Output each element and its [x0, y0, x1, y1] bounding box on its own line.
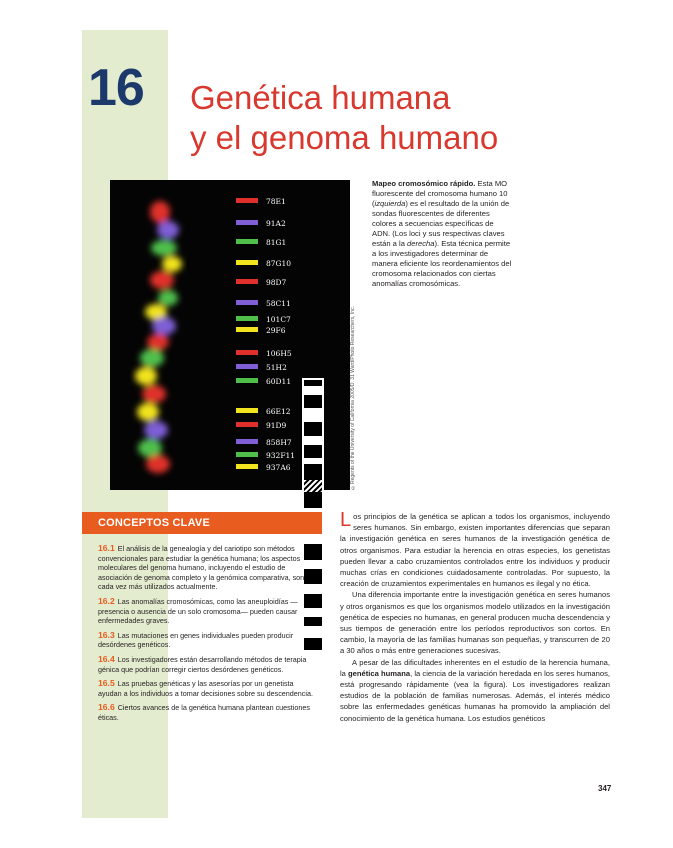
paragraph-3-text-b: , la ciencia de la variación heredada en los seres humanos, está progresando rápidamente (vea la figura). Los investigadores realizan estudios de la población de familias numerosas. Además, el interés médico sobre las enfermedades genéticas humanas ha promovido la ampliación del conocimiento de la genética humana. Los estudios genéticos [340, 668, 610, 723]
locus-label: 858H7 [266, 438, 292, 447]
figure-credit: ©Regents of the University of California 2005/D. 31 Ward/Photo Researchers, Inc. [350, 306, 356, 490]
locus-label: 91A2 [266, 219, 286, 228]
locus-color-swatch [236, 260, 258, 265]
locus-label: 937A6 [266, 463, 291, 472]
locus-label: 101C7 [266, 315, 291, 324]
caption-title: Mapeo cromosómico rápido. [372, 179, 476, 188]
key-concept-item [98, 679, 316, 698]
locus-color-swatch [236, 364, 258, 369]
key-concept-item [98, 597, 316, 626]
key-concept-text: Las mutaciones en genes individuales pueden producir desórdenes genéticos. [98, 630, 294, 650]
paragraph-3-text-a: A pesar de las dificultades inherentes en el estudio de la herencia humana, la [340, 657, 610, 678]
caption-emphasis-right: derecha [407, 239, 435, 248]
page-number: 347 [598, 784, 612, 793]
key-concept-text: Las anomalías cromosómicas, como las aneuploidías —presencia o ausencia de un solo cromosoma— pueden causar enfermedades graves. [98, 596, 298, 626]
locus-color-swatch [236, 279, 258, 284]
caption-text-1: Esta MO fluorescente del cromosoma humano 10 ( [372, 179, 508, 208]
key-concept-number: 16.4 [98, 653, 115, 664]
key-concepts-list [82, 534, 322, 723]
drop-cap: L [340, 509, 352, 531]
locus-label: 87G10 [266, 259, 292, 268]
key-concept-number: 16.6 [98, 702, 115, 713]
chapter-title-line-2: y el genoma humano [190, 119, 499, 156]
locus-color-swatch [236, 316, 258, 321]
loci-legend [220, 180, 300, 480]
key-concept-text: El análisis de la genealogía y del cariotipo son métodos convencionales para estudiar la genética humana; los aspectos moleculares del genoma humano, incluyendo el estudio de asociación de genoma completo y la genómica comparativa, son cada vez más utilizados actualmente. [98, 544, 305, 592]
locus-color-swatch [236, 408, 258, 413]
locus-label: 29F6 [266, 326, 286, 335]
ideogram-band [304, 436, 322, 445]
caption-text-2: ) es el resultado de la unión de sondas fluorescentes de diferentes colores a secuencias específicas de ADN. (Los loci y sus respectivas claves están a la [372, 199, 510, 248]
key-concepts-heading: CONCEPTOS CLAVE [82, 512, 322, 534]
chromosome-image [118, 190, 198, 480]
key-concept-item [98, 655, 316, 674]
body-paragraph-3 [340, 657, 610, 724]
key-concept-item [98, 544, 316, 592]
locus-label: 91D9 [266, 421, 287, 430]
locus-label: 932F11 [266, 451, 296, 460]
key-concept-item [98, 631, 316, 650]
chapter-title-line-1: Genética humana [190, 79, 451, 116]
locus-color-swatch [236, 452, 258, 457]
locus-label: 58C11 [266, 299, 291, 308]
locus-label: 98D7 [266, 278, 287, 287]
caption-emphasis-left: izquierda [374, 199, 406, 208]
locus-label: 60D11 [266, 377, 292, 386]
locus-color-swatch [236, 198, 258, 203]
figure-caption [372, 179, 512, 289]
locus-label: 78E1 [266, 197, 286, 206]
locus-color-swatch [236, 422, 258, 427]
ideogram-centromere [304, 480, 322, 492]
body-paragraph-1 [340, 511, 610, 589]
locus-color-swatch [236, 239, 258, 244]
locus-color-swatch [236, 439, 258, 444]
key-concept-text: Las pruebas genéticas y las asesorías por un genetista ayudan a los individuos a tomar decisiones sobre su descendencia. [98, 679, 313, 698]
locus-label: 51H2 [266, 363, 287, 372]
caption-text-3: ). Esta técnica permite a los investigadores determinar de manera eficiente los reordenamientos del cromosoma relacionados con ciertas anomalías cromosómicas. [372, 239, 512, 288]
key-concept-text: Ciertos avances de la genética humana plantean cuestiones éticas. [98, 703, 310, 722]
key-concept-number: 16.1 [98, 543, 115, 553]
key-term: genética humana [348, 668, 411, 678]
locus-color-swatch [236, 300, 258, 305]
body-text [340, 511, 610, 724]
key-concept-number: 16.2 [98, 595, 115, 606]
locus-label: 106H5 [266, 349, 292, 358]
key-concept-text: Los investigadores están desarrollando métodos de terapia génica que podrían corregir ciertos desórdenes genéticos. [98, 654, 307, 674]
ideogram-band [304, 386, 322, 395]
key-concepts-box [82, 512, 322, 728]
chapter-number: 16 [88, 59, 144, 117]
locus-color-swatch [236, 378, 258, 383]
body-paragraph-2: Una diferencia importante entre la investigación genética en seres humanos y otros organismos es que los organismos modelo utilizados en la investigación genética de especies no humanas, en general producen mucha descendencia y sus tiempos de generación entre los períodos reproductivos son cortos. En cambio, la mayoría de las familias humanas son pequeñas, y transcurren de 20 a 30 años o más entre generaciones sucesivas. [340, 590, 610, 656]
chromosome-figure [110, 180, 350, 490]
ideogram-band [304, 458, 322, 464]
locus-color-swatch [236, 220, 258, 225]
locus-label: 66E12 [266, 407, 291, 416]
paragraph-1-text: os principios de la genética se aplican a todos los organismos, incluyendo seres humanos. Sin embargo, existen importantes diferencias que separan la investigación genética en seres humanos de la investigación genética de otros organismos. Para estudiar la herencia en otras especies, los genetistas pueden llevar a cabo cruzamientos controlados entre los individuos y producir muchas crías en condiciones cuidadosamente controladas. Por supuesto, la creación de cruzamientos experimentales en humanos es ilegal y no ética. [340, 512, 610, 589]
locus-color-swatch [236, 327, 258, 332]
ideogram-band [304, 408, 322, 422]
chapter-title [190, 78, 498, 158]
locus-color-swatch [236, 464, 258, 469]
key-concept-number: 16.5 [98, 678, 115, 689]
locus-color-swatch [236, 350, 258, 355]
key-concept-item [98, 703, 316, 722]
locus-label: 81G1 [266, 238, 287, 247]
key-concept-number: 16.3 [98, 629, 115, 640]
